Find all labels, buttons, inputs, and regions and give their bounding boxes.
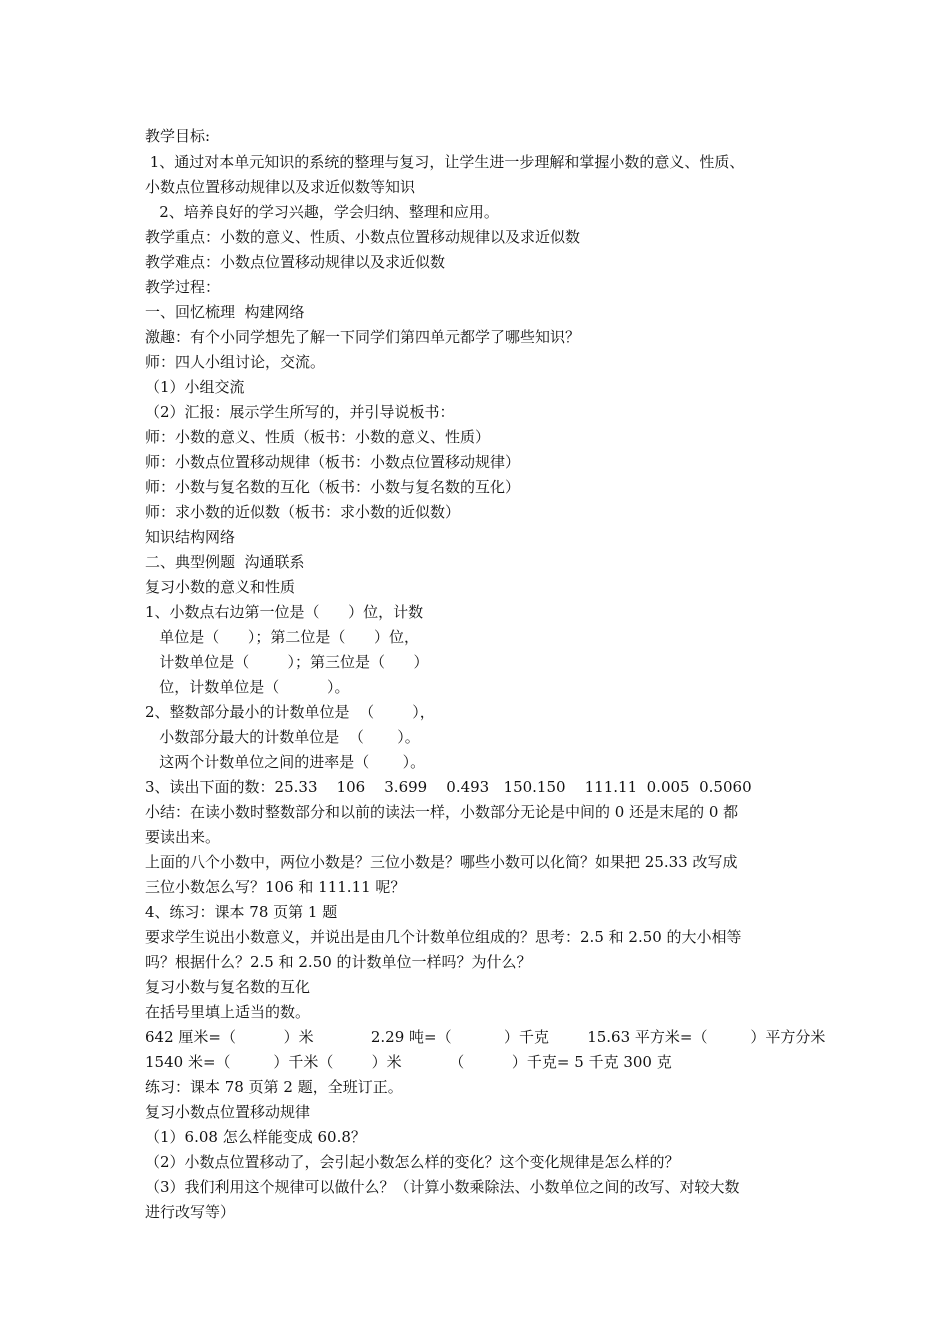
- text-line: 单位是（ ）；第二位是（ ）位，: [145, 628, 420, 646]
- text-line: （2）小数点位置移动了，会引起小数怎么样的变化？这个变化规律是怎么样的？: [145, 1153, 680, 1171]
- text-line: 师：小数与复名数的互化（板书：小数与复名数的互化）: [145, 478, 521, 496]
- text-line: 要求学生说出小数意义，并说出是由几个计数单位组成的？思考：2.5 和 2.50 的大小相等: [145, 928, 742, 946]
- text-line: 复习小数点位置移动规律: [145, 1103, 311, 1121]
- text-line: 在括号里填上适当的数。: [145, 1003, 311, 1021]
- text-line: 要读出来。: [145, 828, 221, 846]
- text-line: （1）小组交流: [145, 378, 245, 396]
- text-line: 师：小数的意义、性质（板书：小数的意义、性质）: [145, 428, 491, 446]
- text-line: 教学过程：: [145, 278, 221, 296]
- text-line: 4、练习：课本 78 页第 1 题: [145, 903, 338, 921]
- text-line: 2、培养良好的学习兴趣，学会归纳、整理和应用。: [145, 203, 499, 221]
- text-line: 小数部分最大的计数单位是 （ ）。: [145, 728, 420, 746]
- text-line: 教学重点：小数的意义、性质、小数点位置移动规律以及求近似数: [145, 228, 581, 246]
- text-line: 教学目标:: [145, 127, 211, 145]
- text-line: 练习：课本 78 页第 2 题，全班订正。: [145, 1078, 403, 1096]
- text-line: 1540 米=（ ）千米（ ）米 （ ）千克= 5 千克 300 克: [145, 1053, 672, 1071]
- text-line: 师：求小数的近似数（板书：求小数的近似数）: [145, 503, 461, 521]
- text-line: 吗？根据什么？2.5 和 2.50 的计数单位一样吗？为什么？: [145, 953, 532, 971]
- text-line: 1、小数点右边第一位是（ ）位，计数: [145, 603, 424, 621]
- text-line: （2）汇报：展示学生所写的，并引导说板书：: [145, 403, 455, 421]
- text-line: 复习小数与复名数的互化: [145, 978, 311, 996]
- text-line: 小数点位置移动规律以及求近似数等知识: [145, 178, 416, 196]
- text-line: 642 厘米=（ ）米 2.29 吨=（ ）千克 15.63 平方米=（ ）平方分米: [145, 1028, 826, 1046]
- text-line: （1）6.08 怎么样能变成 60.8？: [145, 1128, 366, 1146]
- text-line: 师：四人小组讨论，交流。: [145, 353, 326, 371]
- text-line: 小结：在读小数时整数部分和以前的读法一样，小数部分无论是中间的 0 还是末尾的 0 都: [145, 803, 739, 821]
- text-line: 这两个计数单位之间的进率是（ ）。: [145, 753, 426, 771]
- text-line: 3、读出下面的数：25.33 106 3.699 0.493 150.150 111.11 0.005 0.5060: [145, 778, 752, 796]
- text-line: 1、通过对本单元知识的系统的整理与复习，让学生进一步理解和掌握小数的意义、性质、: [145, 153, 745, 171]
- text-line: （3）我们利用这个规律可以做什么？（计算小数乘除法、小数单位之间的改写、对较大数: [145, 1178, 740, 1196]
- text-line: 二、典型例题 沟通联系: [145, 553, 305, 571]
- text-line: 知识结构网络: [145, 528, 236, 546]
- text-line: 激趣：有个小同学想先了解一下同学们第四单元都学了哪些知识？: [145, 328, 581, 346]
- text-line: 进行改写等）: [145, 1203, 236, 1221]
- text-line: 复习小数的意义和性质: [145, 578, 296, 596]
- text-line: 计数单位是（ ）；第三位是（ ）: [145, 653, 429, 671]
- text-line: 位，计数单位是（ ）。: [145, 678, 350, 696]
- text-line: 上面的八个小数中，两位小数是？三位小数是？哪些小数可以化简？如果把 25.33 改写成: [145, 853, 738, 871]
- text-line: 2、整数部分最小的计数单位是 （ ），: [145, 703, 435, 721]
- text-line: 师：小数点位置移动规律（板书：小数点位置移动规律）: [145, 453, 521, 471]
- text-line: 教学难点：小数点位置移动规律以及求近似数: [145, 253, 446, 271]
- text-line: 三位小数怎么写？106 和 111.11 呢？: [145, 878, 406, 896]
- text-line: 一、回忆梳理 构建网络: [145, 303, 305, 321]
